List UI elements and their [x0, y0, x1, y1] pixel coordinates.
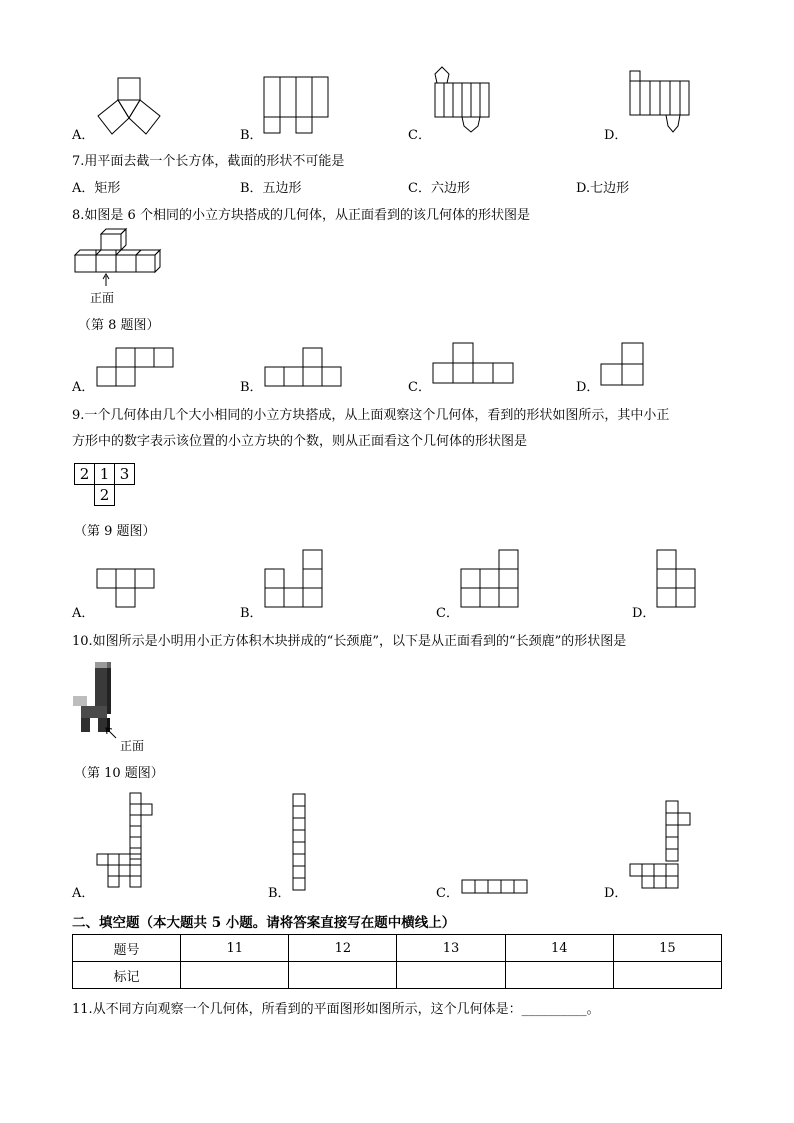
- q8-option-d-label: D．: [576, 380, 600, 395]
- q9-top-view-grid: [74, 463, 134, 505]
- q8-option-a-label: A．: [72, 380, 95, 395]
- mark-cell[interactable]: [505, 962, 613, 989]
- q9-grid-cell: 1: [94, 463, 115, 485]
- q8-option-d-figure: [600, 342, 650, 388]
- q7-option-a: A．矩形: [72, 181, 121, 196]
- q9-option-d-figure: [656, 549, 700, 613]
- q8-option-a-figure: [96, 346, 176, 390]
- q8-front-label: 正面: [90, 291, 115, 305]
- table-row: [73, 935, 722, 962]
- q6-option-a-figure: [96, 76, 166, 140]
- q8-option-c-label: C．: [408, 380, 431, 395]
- q6-option-b-figure: [263, 76, 329, 134]
- q10-front-label: 正面: [120, 739, 145, 753]
- q8-option-b-label: B．: [240, 380, 263, 395]
- q9-option-b-figure: [264, 549, 324, 613]
- q10-option-b-label: B．: [268, 886, 291, 901]
- q9-option-d-label: D．: [632, 606, 656, 621]
- q9-question-line2: 方形中的数字表示该位置的小立方块的个数，则从正面看这个几何体的形状图是: [72, 434, 528, 449]
- q6-option-d-figure: [628, 70, 690, 138]
- q9-option-c-label: C．: [436, 606, 459, 621]
- q9-option-a-figure: [96, 568, 156, 612]
- q6-option-c-label: C．: [408, 128, 431, 143]
- q10-option-a-figure: [96, 792, 158, 892]
- table-header-cell: 13: [397, 935, 505, 962]
- table-row: [73, 962, 722, 989]
- q9-option-b-label: B．: [240, 606, 263, 621]
- q11-question-text: 11.从不同方向观察一个几何体，所看到的平面图形如图所示，这个几何体是：__________。: [72, 1002, 600, 1017]
- q9-option-c-figure: [460, 549, 520, 613]
- q10-option-a-label: A．: [72, 886, 95, 901]
- q7-option-b: B．五边形: [240, 181, 302, 196]
- table-header-cell: 题号: [73, 935, 181, 962]
- q9-grid-cell: 2: [94, 484, 115, 506]
- q8-figure-caption: （第 8 题图）: [78, 318, 160, 333]
- q10-option-d-label: D．: [604, 886, 628, 901]
- q6-option-d-label: D．: [604, 128, 628, 143]
- q6-option-b-label: B．: [240, 128, 263, 143]
- table-row-label: 标记: [73, 962, 181, 989]
- q7-question-text: 7.用平面去截一个长方体，截面的形状不可能是: [72, 154, 345, 169]
- q7-option-d: D.七边形: [576, 181, 630, 196]
- q10-question-text: 10.如图所示是小明用小正方体积木块拼成的“长颈鹿”，以下是从正面看到的“长颈鹿”的形状图是: [72, 634, 627, 649]
- q6-option-c-figure: [432, 66, 494, 136]
- q10-option-d-figure: [628, 800, 694, 892]
- table-header-cell: 14: [505, 935, 613, 962]
- table-header-cell: 15: [613, 935, 721, 962]
- q7-option-c: C．六边形: [408, 181, 470, 196]
- q9-grid-cell: 3: [114, 463, 135, 485]
- q9-figure-caption: （第 9 题图）: [74, 524, 156, 539]
- q10-giraffe-figure: [72, 660, 152, 736]
- mark-cell[interactable]: [613, 962, 721, 989]
- q10-option-b-figure: [292, 793, 308, 893]
- q8-option-c-figure: [432, 342, 518, 388]
- table-header-cell: 11: [181, 935, 289, 962]
- section-2-title: 二、填空题（本大题共 5 小题。请将答案直接写在题中横线上）: [72, 915, 456, 931]
- q6-option-a-label: A．: [72, 128, 95, 143]
- mark-cell[interactable]: [181, 962, 289, 989]
- q9-question-line1: 9.一个几何体由几个大小相同的小立方块搭成，从上面观察这个几何体，看到的形状如图所示，其中小正: [72, 408, 670, 423]
- q8-question-text: 8.如图是 6 个相同的小立方块搭成的几何体，从正面看到的该几何体的形状图是: [72, 208, 530, 223]
- mark-cell[interactable]: [289, 962, 397, 989]
- answer-mark-table: [72, 934, 722, 989]
- q10-option-c-label: C．: [436, 886, 459, 901]
- q8-option-b-figure: [264, 346, 344, 390]
- table-header-cell: 12: [289, 935, 397, 962]
- q10-option-c-figure: [461, 879, 531, 895]
- mark-cell[interactable]: [397, 962, 505, 989]
- q8-solid-figure: [74, 228, 164, 288]
- q9-grid-cell: 2: [74, 463, 95, 485]
- q10-figure-caption: （第 10 题图）: [74, 766, 164, 781]
- q9-option-a-label: A．: [72, 606, 95, 621]
